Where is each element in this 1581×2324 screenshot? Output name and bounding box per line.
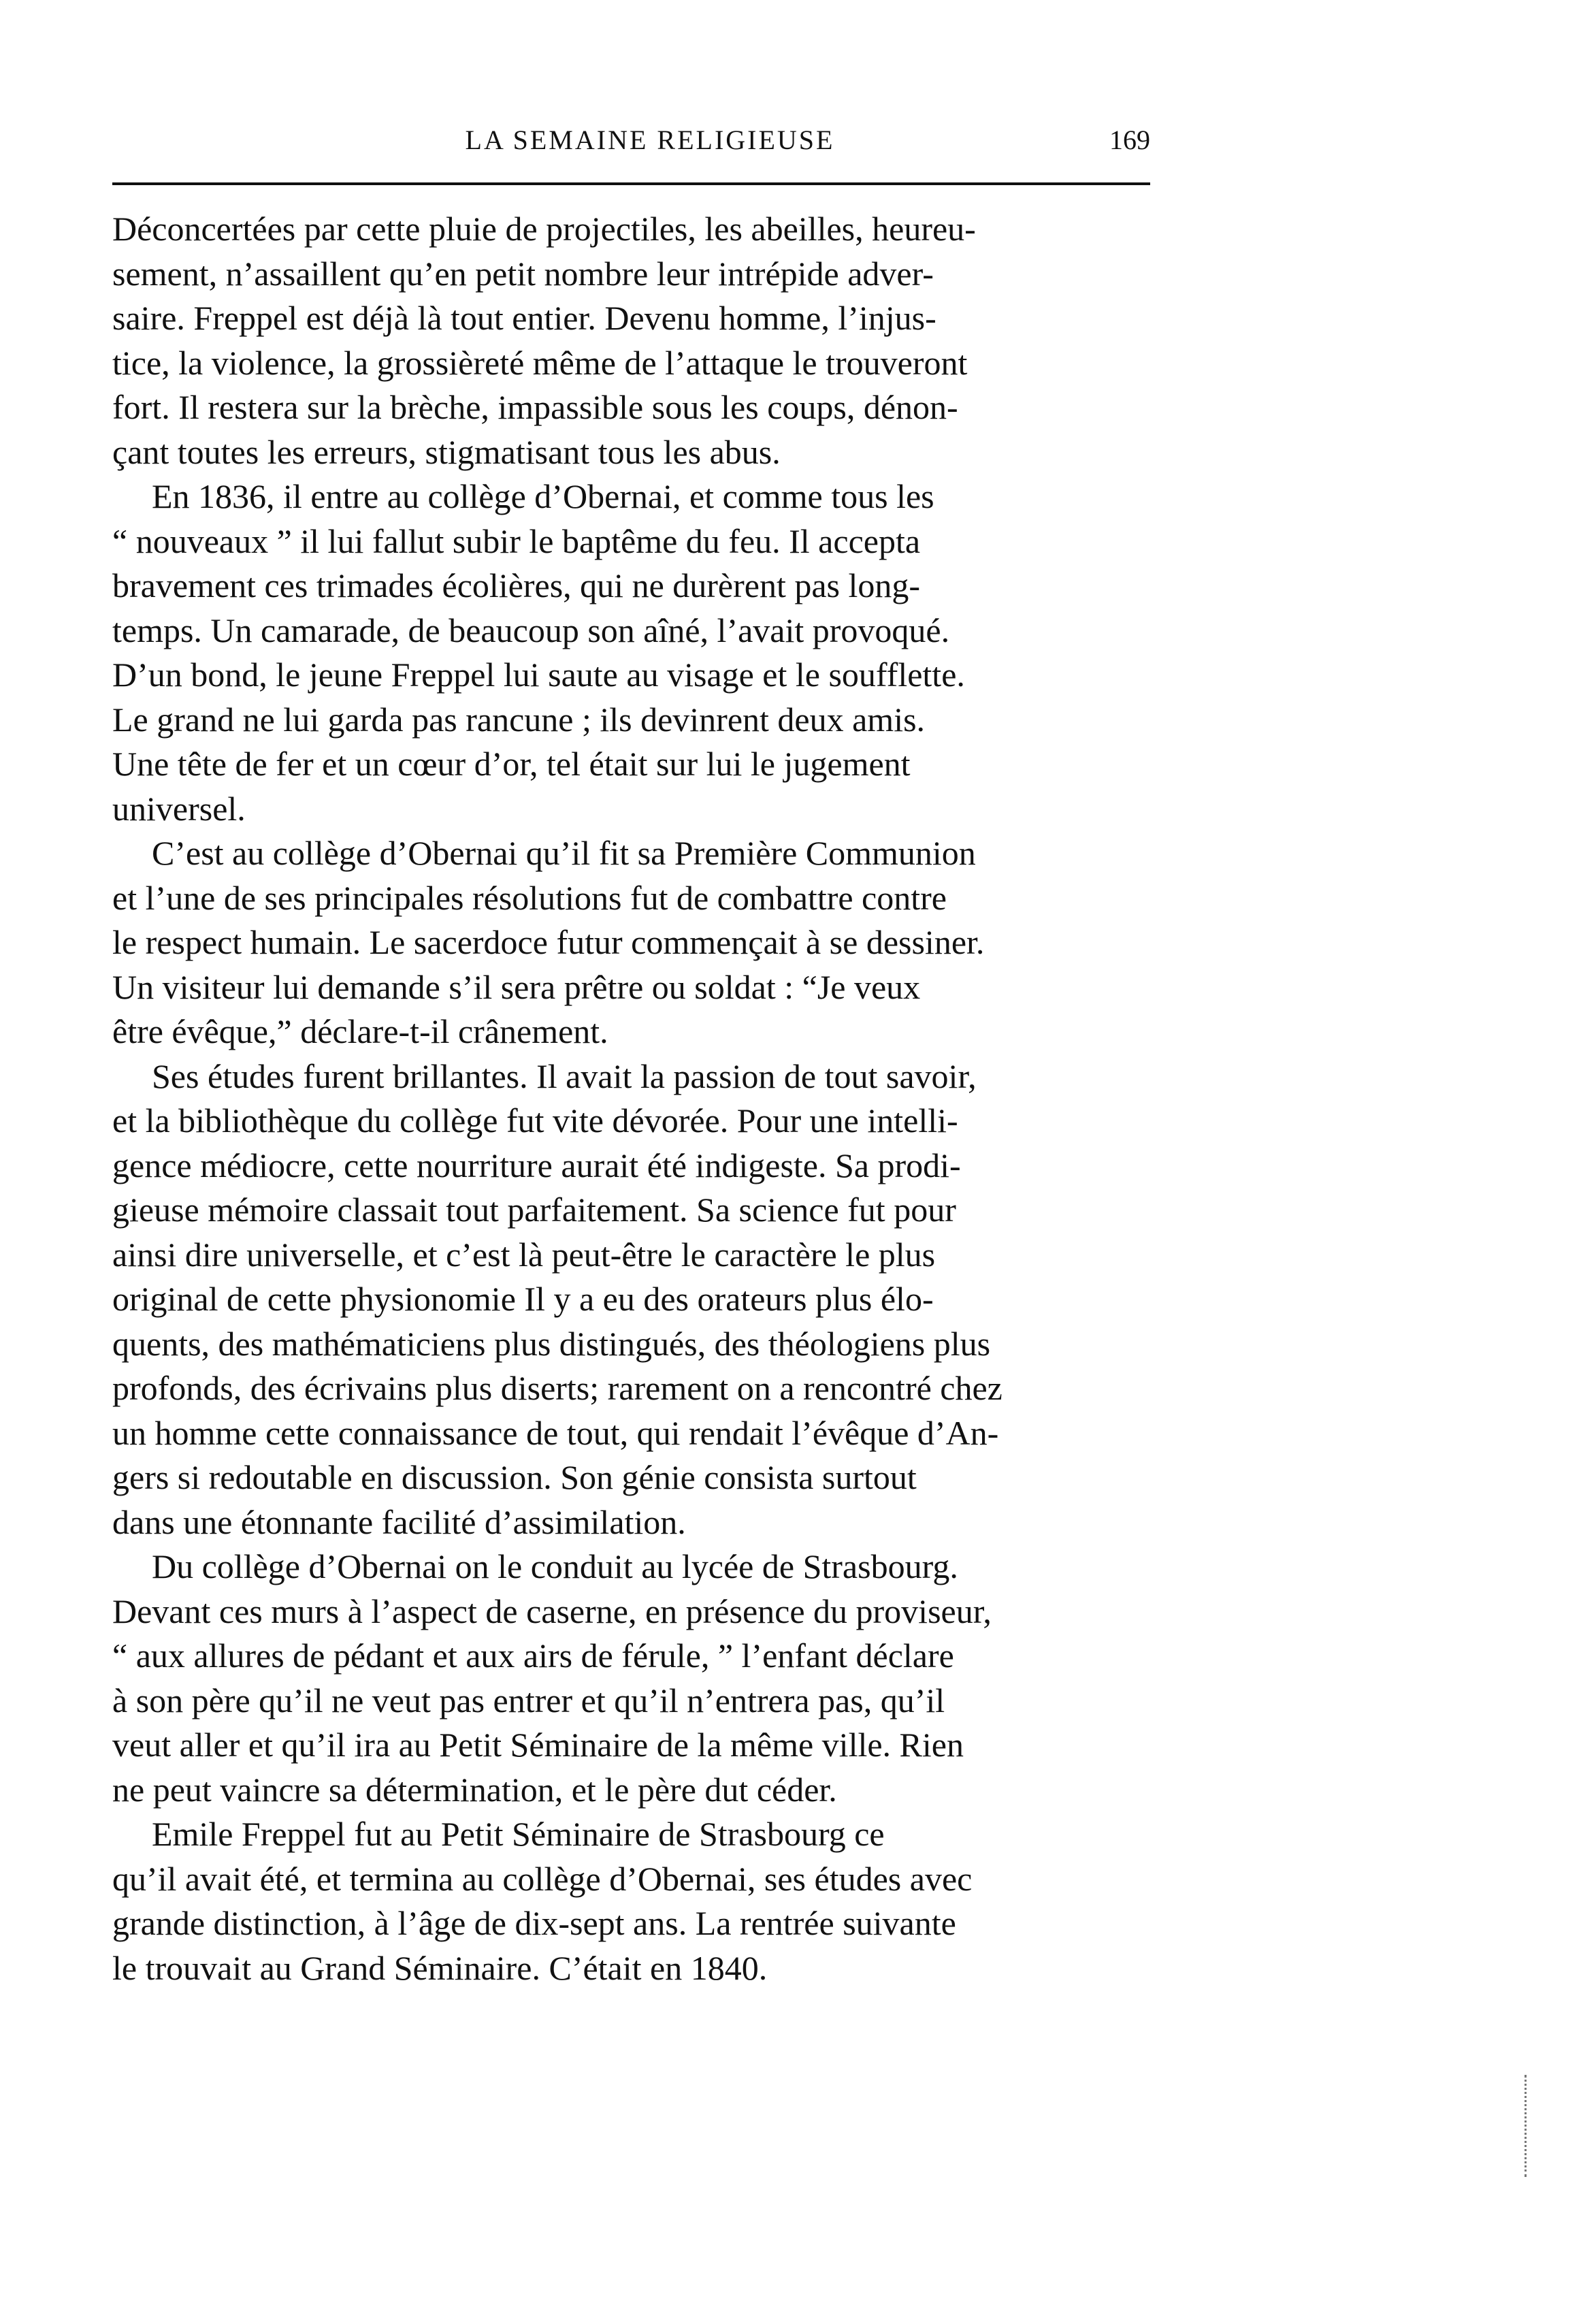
paragraph-line: çant toutes les erreurs, stigmatisant tous les abus. [112,432,781,471]
paragraph-line: Le grand ne lui garda pas rancune ; ils devinrent deux amis. [112,700,926,739]
paragraph-2 [112,474,1150,831]
paragraph-line: quents, des mathématiciens plus distingués, des théologiens plus [112,1324,991,1363]
paragraph-line: qu’il avait été, et termina au collège d’Obernai, ses études avec [112,1859,973,1898]
paragraph-line: “ aux allures de pédant et aux airs de férule, ” l’enfant déclare [112,1636,954,1675]
paragraph-5 [112,1545,1150,1812]
header-rule [112,182,1150,185]
paragraph-line: universel. [112,789,246,828]
running-title: LA SEMAINE RELIGIEUSE [465,125,835,155]
paragraph-line: sement, n’assaillent qu’en petit nombre leur intrépide adver- [112,254,934,293]
paragraph-3 [112,831,1150,1054]
paragraph-6 [112,1812,1150,1990]
paragraph-line: temps. Un camarade, de beaucoup son aîné, l’avait provoqué. [112,611,950,649]
paragraph-line: Emile Freppel fut au Petit Séminaire de Strasbourg ce [152,1815,885,1853]
paragraph-line: profonds, des écrivains plus diserts; rarement on a rencontré chez [112,1369,1003,1407]
paragraph-line: gence médiocre, cette nourriture aurait été indigeste. Sa prodi- [112,1146,961,1184]
body-text [112,207,1150,1990]
paragraph-line: dans une étonnante facilité d’assimilation. [112,1502,686,1541]
paragraph-line: fort. Il restera sur la brèche, impassible sous les coups, dénon- [112,388,958,426]
paragraph-line: En 1836, il entre au collège d’Obernai, et comme tous les [152,477,934,515]
paragraph-line: Devant ces murs à l’aspect de caserne, en présence du proviseur, [112,1592,992,1630]
paragraph-line: être évêque,” déclare-t-il crânement. [112,1012,608,1050]
paragraph-line: “ nouveaux ” il lui fallut subir le baptême du feu. Il accepta [112,521,921,560]
paragraph-line: un homme cette connaissance de tout, qui rendait l’évêque d’An- [112,1413,999,1452]
paragraph-line: le trouvait au Grand Séminaire. C’était en 1840. [112,1948,768,1987]
paragraph-line: veut aller et qu’il ira au Petit Séminaire de la même ville. Rien [112,1726,964,1764]
paragraph-line: Déconcertées par cette pluie de projectiles, les abeilles, heureu- [112,210,976,248]
paragraph-line: et l’une de ses principales résolutions fut de combattre contre [112,878,947,917]
paragraph-line: tice, la violence, la grossièreté même de l’attaque le trouveront [112,343,968,382]
paragraph-line: D’un bond, le jeune Freppel lui saute au visage et le soufflette. [112,656,965,694]
paragraph-line: Du collège d’Obernai on le conduit au lycée de Strasbourg. [152,1547,958,1585]
margin-dots [1525,2075,1535,2177]
paragraph-line: gieuse mémoire classait tout parfaitement. Sa science fut pour [112,1191,956,1229]
page-number: 169 [1109,125,1150,155]
paragraph-line: gers si redoutable en discussion. Son génie consista surtout [112,1458,917,1496]
paragraph-line: Une tête de fer et un cœur d’or, tel était sur lui le jugement [112,745,911,783]
paragraph-line: et la bibliothèque du collège fut vite dévorée. Pour une intelli- [112,1101,958,1140]
paragraph-line: C’est au collège d’Obernai qu’il fit sa Première Communion [152,834,976,872]
paragraph-line: ne peut vaincre sa détermination, et le père dut céder. [112,1770,837,1809]
paragraph-1 [112,207,1150,474]
paragraph-line: original de cette physionomie Il y a eu des orateurs plus élo- [112,1280,934,1318]
paragraph-line: à son père qu’il ne veut pas entrer et qu’il n’entrera pas, qu’il [112,1681,945,1720]
paragraph-line: bravement ces trimades écolières, qui ne durèrent pas long- [112,566,921,604]
paragraph-line: Ses études furent brillantes. Il avait la passion de tout savoir, [152,1056,977,1095]
paragraph-line: Un visiteur lui demande s’il sera prêtre ou soldat : “Je veux [112,967,921,1006]
paragraph-line: ainsi dire universelle, et c’est là peut-être le caractère le plus [112,1235,936,1274]
paragraph-line: saire. Freppel est déjà là tout entier. Devenu homme, l’injus- [112,299,936,337]
running-header [112,120,1150,161]
paragraph-line: le respect humain. Le sacerdoce futur commençait à se dessiner. [112,923,985,961]
paragraph-line: grande distinction, à l’âge de dix-sept ans. La rentrée suivante [112,1904,956,1942]
paragraph-4 [112,1054,1150,1545]
